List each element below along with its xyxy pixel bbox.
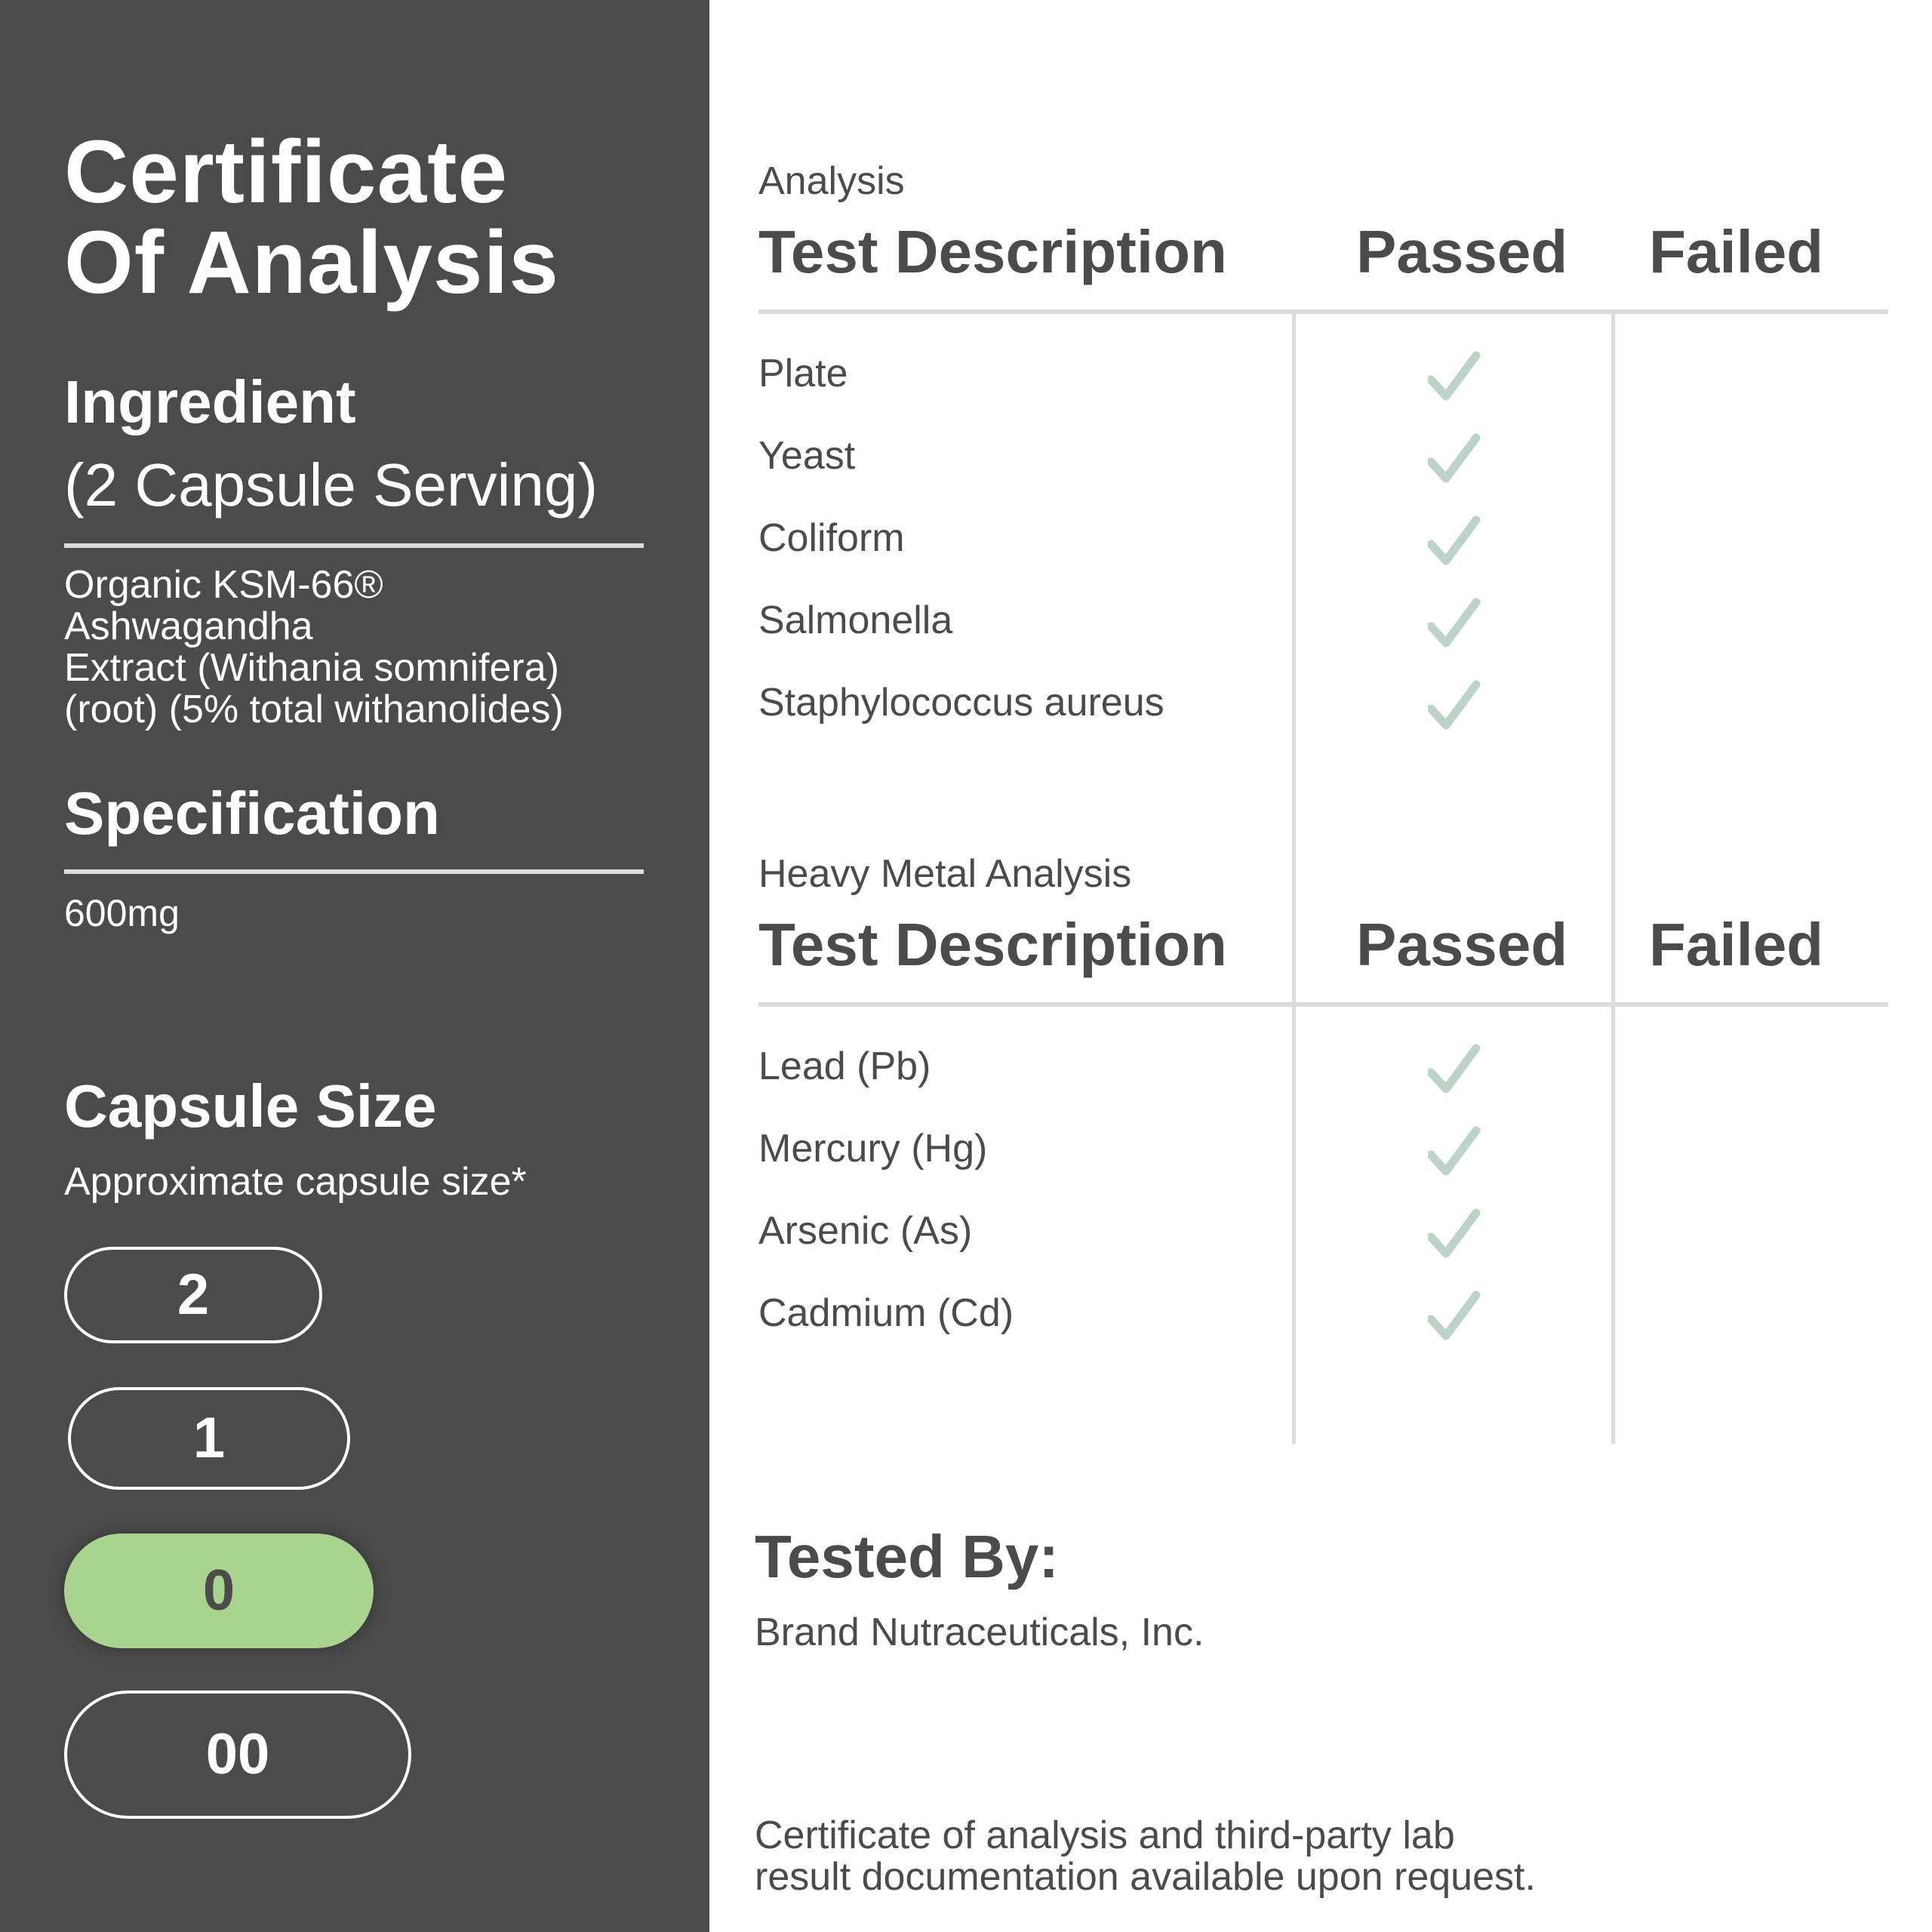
analysis-col-failed: Failed (1649, 218, 1824, 285)
analysis-col-test-description: Test Description (758, 218, 1227, 285)
analysis-row-label: Plate (758, 352, 848, 395)
analysis-col-passed: Passed (1356, 218, 1568, 285)
heavy-metal-row-label: Mercury (Hg) (758, 1127, 988, 1171)
heavy-metal-col-failed: Failed (1649, 911, 1824, 978)
ingredient-description (64, 565, 668, 731)
tested-by-heading: Tested By: (755, 1523, 1060, 1590)
ingredient-heading: Ingredient (64, 368, 356, 435)
check-icon (1428, 1291, 1481, 1343)
ingredient-divider (64, 543, 644, 548)
left-panel (0, 0, 709, 1932)
capsule-size-00: 00 (64, 1690, 411, 1819)
ingredient-line: (root) (5% total withanolides) (64, 688, 564, 731)
heavy-metal-col-test-description: Test Description (758, 911, 1227, 978)
check-icon (1428, 1044, 1481, 1097)
analysis-row-label: Coliform (758, 516, 905, 560)
capsule-size-subheading: Approximate capsule size* (64, 1160, 527, 1204)
analysis-row-label: Salmonella (758, 598, 953, 642)
heavy-metal-col-passed: Passed (1356, 911, 1568, 978)
heavy-metal-section-label: Heavy Metal Analysis (758, 852, 1132, 896)
title-line-1: Certificate (64, 122, 509, 222)
analysis-row-label: Staphylococcus aureus (758, 681, 1164, 724)
check-icon (1428, 598, 1481, 651)
capsule-size-heading: Capsule Size (64, 1072, 437, 1140)
title-line-2: Of Analysis (64, 213, 559, 312)
check-icon (1428, 1126, 1481, 1179)
specification-value: 600mg (64, 892, 180, 934)
column-divider-passed (1292, 312, 1296, 1444)
ingredient-line: Extract (Withania somnifera) (64, 646, 559, 690)
ingredient-line: Ashwagandha (64, 605, 313, 648)
analysis-section-label: Analysis (758, 159, 905, 203)
check-icon (1428, 433, 1481, 486)
heavy-metal-row-label: Cadmium (Cd) (758, 1291, 1014, 1335)
check-icon (1428, 515, 1481, 568)
analysis-row-label: Yeast (758, 434, 856, 478)
check-icon (1428, 680, 1481, 733)
ingredient-subheading: (2 Capsule Serving) (64, 451, 598, 518)
page-title (64, 122, 668, 312)
analysis-header-divider (758, 309, 1888, 314)
ingredient-line: Organic KSM-66® (64, 563, 383, 607)
heavy-metal-header-divider (758, 1002, 1888, 1007)
check-icon (1428, 1208, 1481, 1261)
footnote (755, 1815, 1736, 1898)
capsule-size-0-selected: 0 (64, 1534, 374, 1648)
specification-heading: Specification (64, 780, 440, 847)
capsule-size-2: 2 (64, 1247, 322, 1343)
footnote-line-1: Certificate of analysis and third-party lab (755, 1814, 1455, 1857)
tested-by-value: Brand Nutraceuticals, Inc. (755, 1611, 1204, 1654)
column-divider-failed (1611, 312, 1615, 1444)
specification-divider (64, 869, 644, 874)
footnote-line-2: result documentation available upon request. (755, 1855, 1536, 1899)
capsule-size-1: 1 (68, 1387, 350, 1490)
heavy-metal-row-label: Arsenic (As) (758, 1209, 973, 1253)
heavy-metal-row-label: Lead (Pb) (758, 1044, 931, 1088)
check-icon (1428, 351, 1481, 404)
